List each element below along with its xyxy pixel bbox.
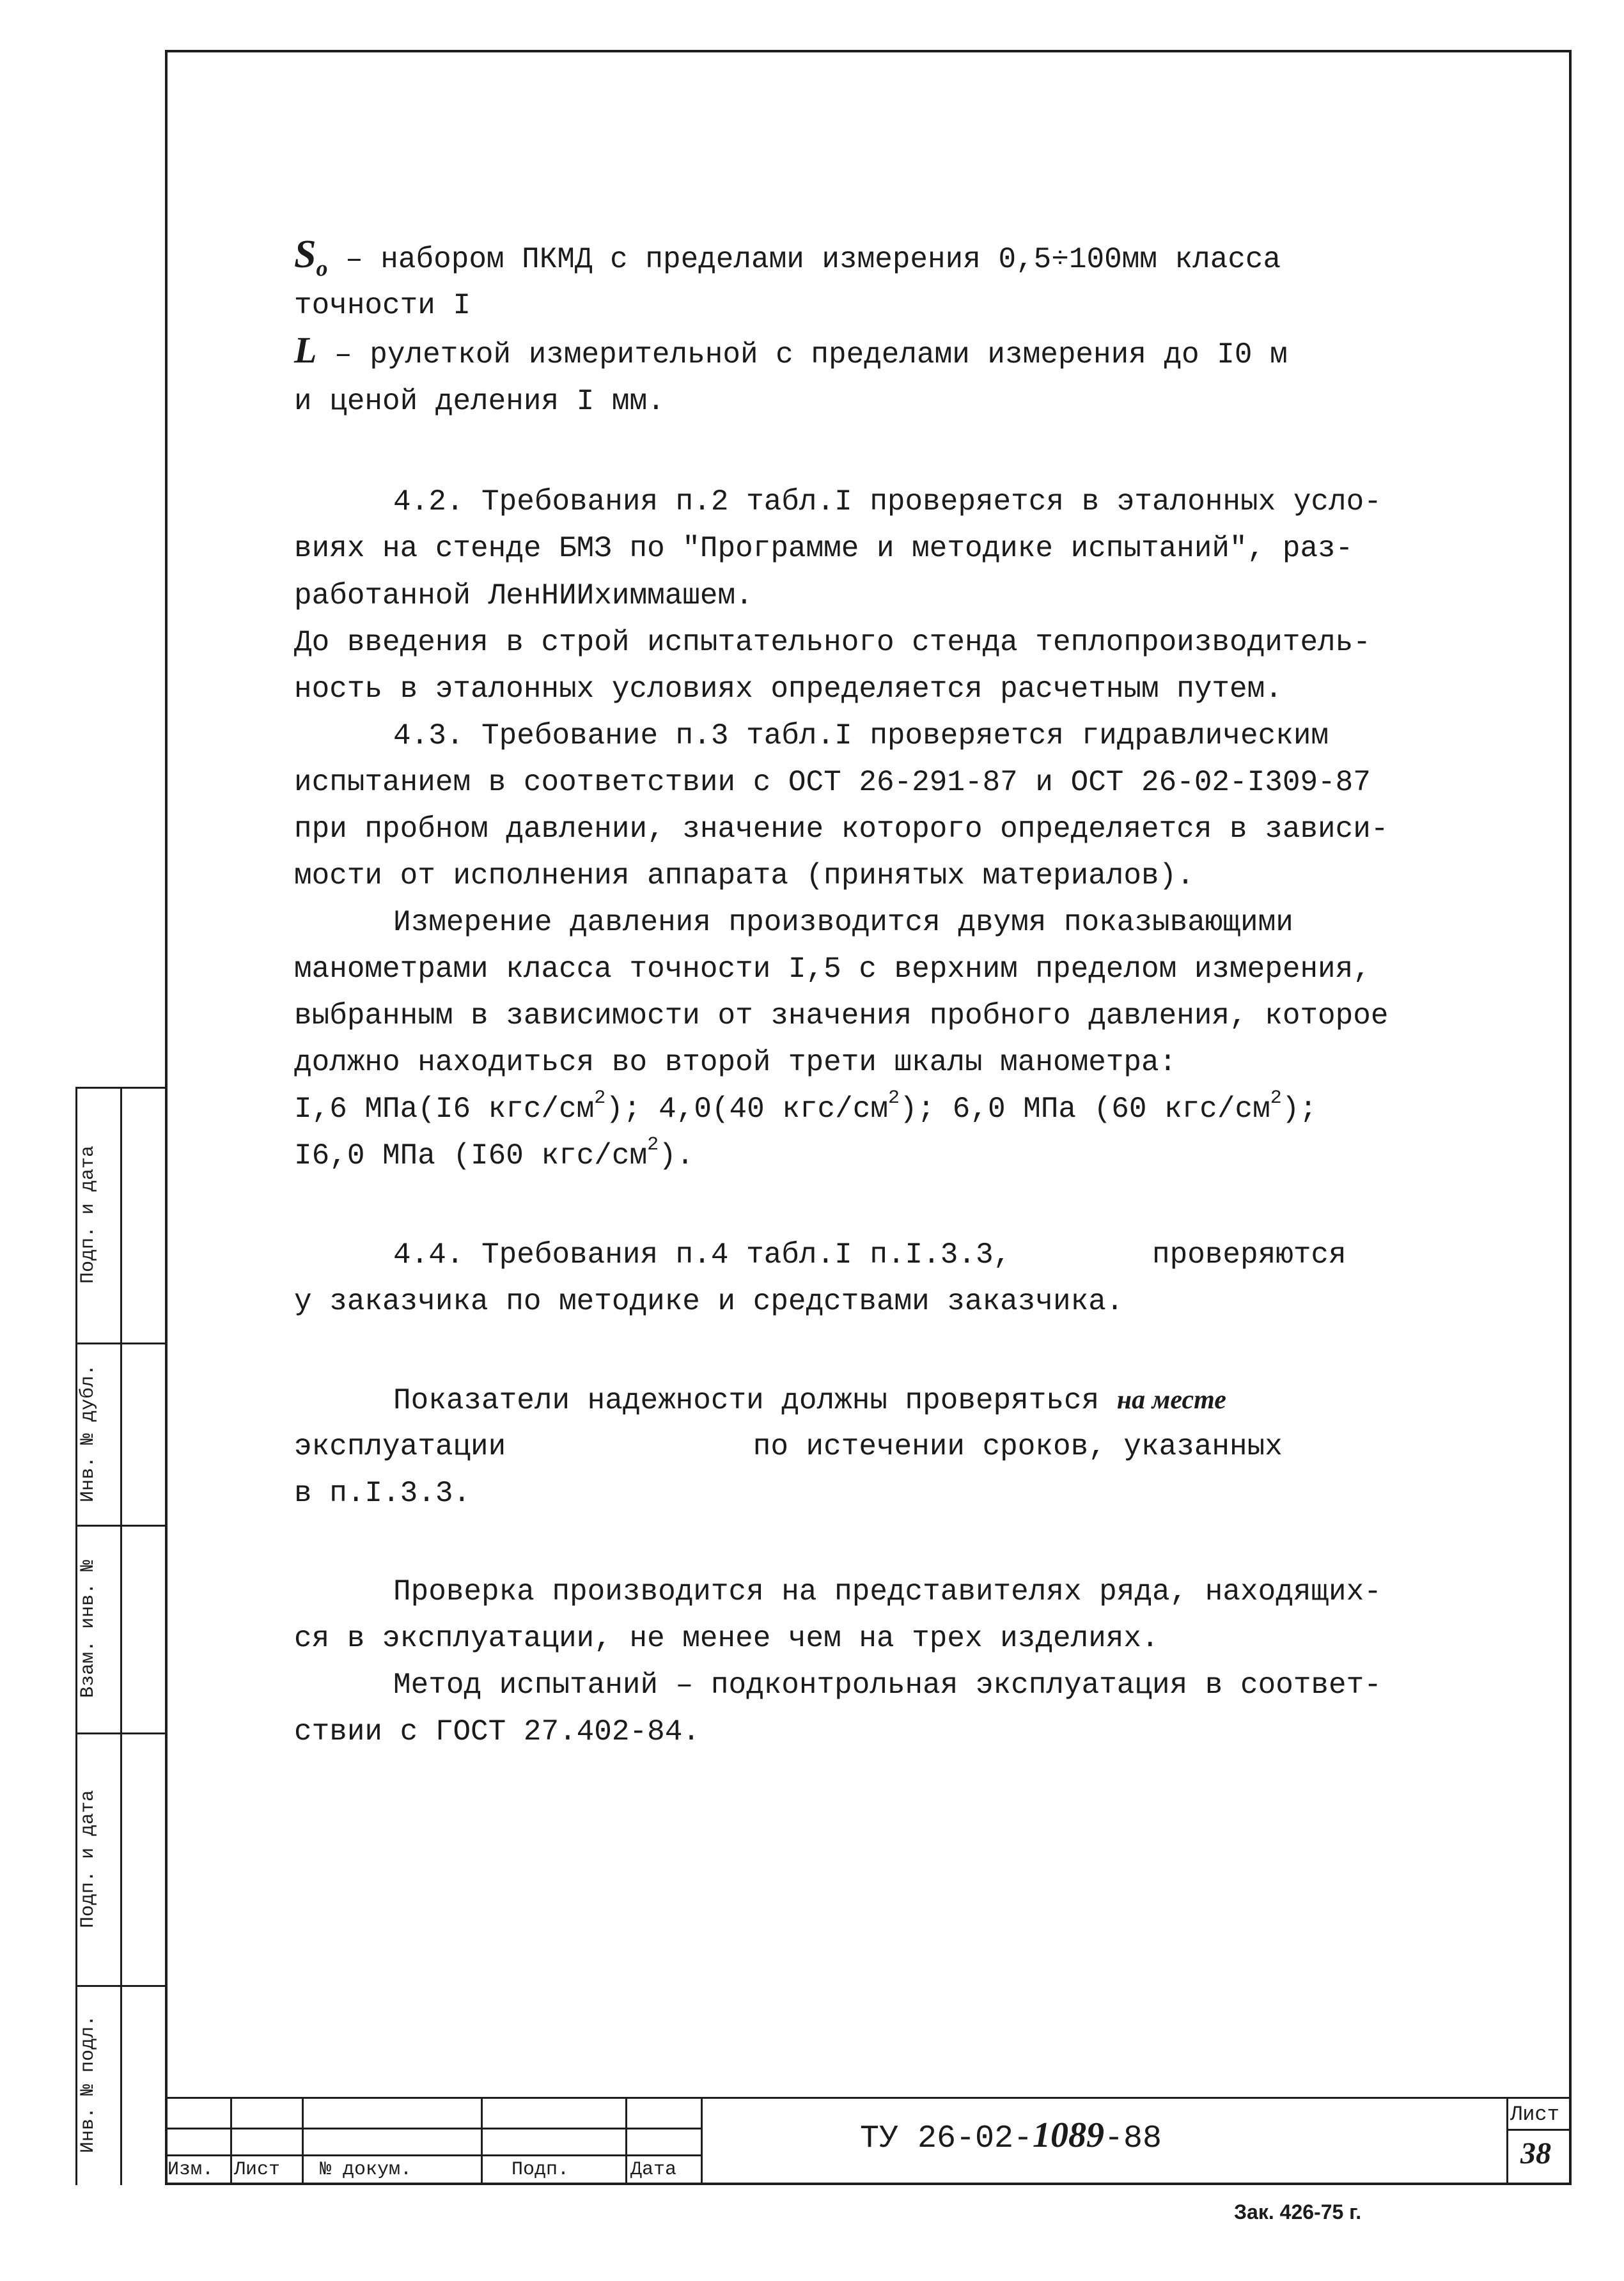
body-line-6: виях на стенде БМЗ по "Программе и методике испытаний", раз- — [294, 532, 1354, 565]
body-line-15: манометрами класса точности I,5 с верхним пределом измерения, — [294, 953, 1371, 986]
body-line-22: Показатели надежности должны проверяться на месте — [393, 1384, 1226, 1417]
designation-handwritten-number: 1089 — [1033, 2115, 1105, 2155]
col-line-5 — [701, 2097, 703, 2184]
frame-top-border — [165, 50, 1572, 52]
sheet-label: Лист — [1510, 2103, 1559, 2126]
col-line-4 — [625, 2097, 627, 2184]
body-line-19: I6,0 МПа (I60 кгс/$см^2$). — [294, 1134, 694, 1172]
body-line-9: ность в эталонных условиях определяется расчетным путем. — [294, 673, 1283, 706]
side-label-inv-dubl: Инв. № дубл. — [77, 1364, 99, 1503]
body-line-18: I,6 МПа(I6 кгс/$см^2$); 4,0(40 кгс/$см^2$); 6,0 МПа (60 кгс/$см^2$); — [294, 1087, 1317, 1126]
body-line-14: Измерение давления производится двумя показывающими — [393, 906, 1293, 939]
body-line-27: Метод испытаний – подконтрольная эксплуатация в соответ- — [393, 1669, 1382, 1702]
body-line-7: работанной ЛенНИИхиммашем. — [294, 579, 753, 612]
body-line-2: точности I — [294, 289, 471, 322]
col-line-1 — [230, 2097, 232, 2184]
side-divider-1 — [75, 1985, 166, 1987]
body-line-8: До введения в строй испытательного стенда теплопроизводитель- — [294, 626, 1371, 659]
body-line-3: L – рулеткой измерительной с пределами измерения до I0 м — [294, 329, 1288, 371]
body-line-21: у заказчика по методике и средствами заказчика. — [294, 1285, 1124, 1318]
document-designation: ТУ 26-02-1089-88 — [860, 2115, 1162, 2157]
symbol-s0: $S_o$ — [294, 233, 328, 281]
header-izm: Изм. — [168, 2159, 214, 2181]
header-podp: Подп. — [511, 2159, 570, 2181]
frame-bottom-border — [165, 2183, 1572, 2185]
side-column-inner — [120, 1087, 122, 2185]
body-line-26: ся в эксплуатации, не менее чем на трех изделиях. — [294, 1622, 1159, 1655]
sheet-number: 38 — [1520, 2137, 1551, 2170]
title-block-row-1 — [165, 2128, 702, 2129]
col-line-2 — [302, 2097, 304, 2184]
symbol-l: L — [294, 329, 317, 371]
title-block-sheet-divider — [1506, 2129, 1569, 2131]
body-line-16: выбранным в зависимости от значения пробного давления, которое — [294, 999, 1389, 1032]
header-list: Лист — [234, 2159, 281, 2181]
body-line-12: при пробном давлении, значение которого определяется в зависи- — [294, 813, 1389, 846]
side-divider-2 — [75, 1732, 166, 1734]
col-line-3 — [481, 2097, 483, 2184]
side-label-podp-data-2: Подп. и дата — [77, 1145, 99, 1284]
side-label-vzam-inv: Взам. инв. № — [77, 1559, 99, 1699]
body-line-13: мости от исполнения аппарата (принятых материалов). — [294, 859, 1194, 892]
order-stamp: Зак. 426-75 г. — [1234, 2200, 1362, 2223]
body-line-4: и ценой деления I мм. — [294, 385, 665, 418]
body-line-17: должно находиться во второй трети шкалы манометра: — [294, 1046, 1177, 1079]
handwritten-insert: на месте — [1116, 1385, 1226, 1415]
body-line-5: 4.2. Требования п.2 табл.I проверяется в эталонных усло- — [393, 485, 1382, 518]
title-block-row-2 — [165, 2154, 702, 2156]
body-line-1: $S_o$ – набором ПКМД с пределами измерения 0,5÷100мм класса — [294, 233, 1281, 281]
body-line-28: ствии с ГОСТ 27.402-84. — [294, 1715, 700, 1748]
col-line-6 — [1506, 2097, 1508, 2184]
frame-right-border — [1569, 50, 1572, 2185]
header-data: Дата — [630, 2159, 677, 2181]
body-line-20: 4.4. Требования п.4 табл.I п.I.3.3, проверяются — [393, 1238, 1347, 1272]
header-n-dokum: № докум. — [320, 2159, 412, 2181]
side-label-inv-podl: Инв. № подл. — [77, 2014, 99, 2154]
title-block-top — [165, 2097, 1572, 2099]
frame-left-border — [165, 50, 168, 2185]
body-line-25: Проверка производится на представителях ряда, находящих- — [393, 1575, 1382, 1608]
body-line-24: в п.I.3.3. — [294, 1477, 471, 1510]
body-line-11: испытанием в соответствии с ОСТ 26-291-87 и ОСТ 26-02-I309-87 — [294, 766, 1371, 799]
body-line-10: 4.3. Требование п.3 табл.I проверяется гидравлическим — [393, 719, 1329, 752]
body-line-23: эксплуатации по истечении сроков, указанных — [294, 1430, 1283, 1463]
side-label-podp-data-1: Подп. и дата — [77, 1789, 99, 1929]
side-column-top — [75, 1087, 166, 1089]
